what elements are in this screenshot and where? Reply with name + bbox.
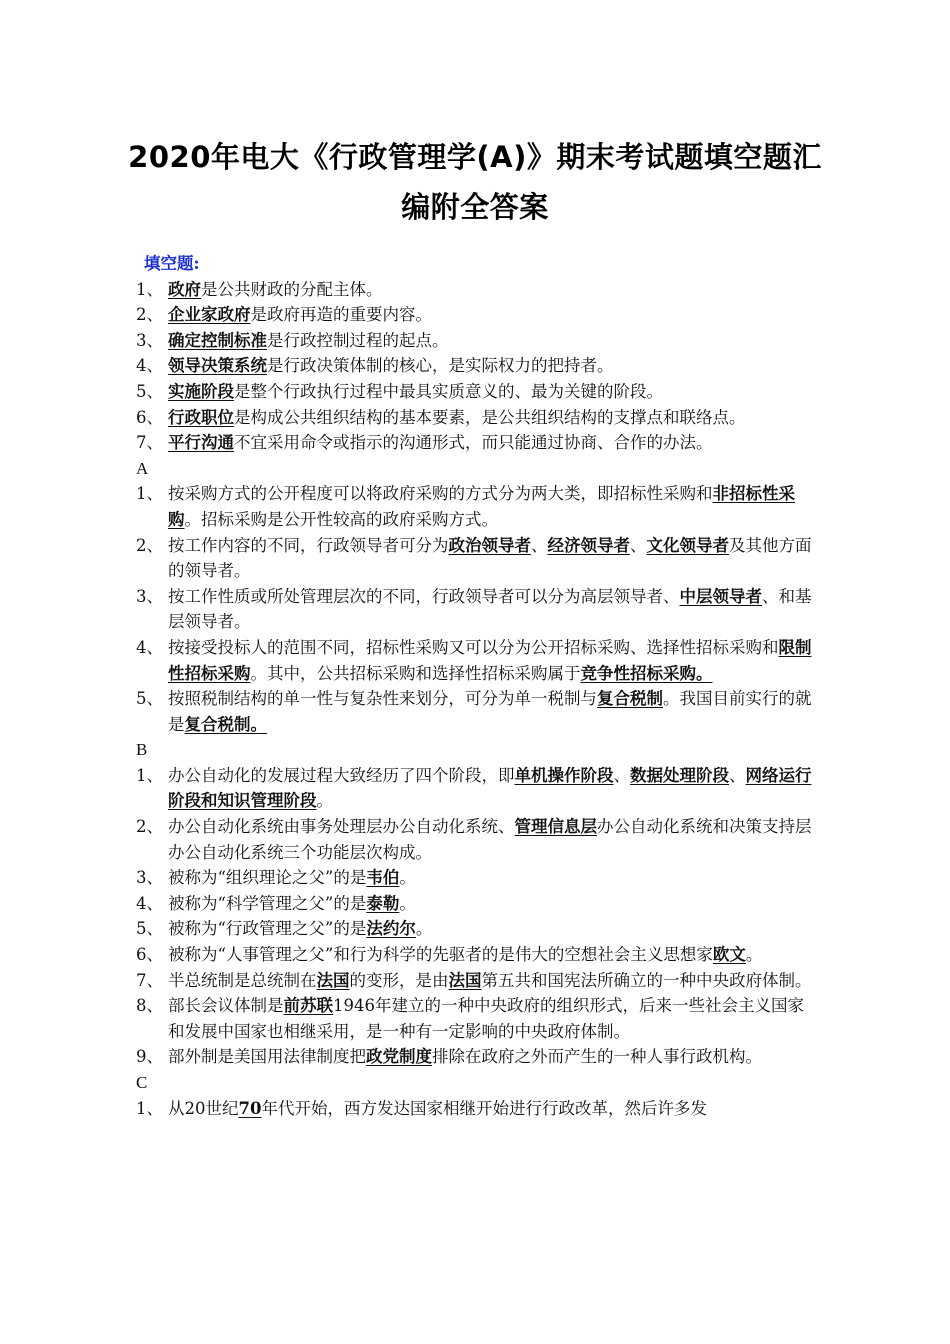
list-item (136, 635, 816, 686)
list-item (136, 1044, 816, 1070)
item-number: 4、 (136, 893, 163, 913)
list-item (136, 405, 816, 431)
item-number: 1、 (136, 1098, 163, 1118)
answer-text: 文化领导者 (646, 535, 729, 555)
item-text: 及其他方面的领导者。 (168, 535, 812, 581)
answer-text: 领导决策系统 (168, 356, 267, 376)
answer-text: 前苏联 (283, 996, 333, 1016)
item-text: 按工作性质或所处管理层次的不同，行政领导者可以分为高层领导者、 (168, 586, 680, 606)
answer-text: 企业家政府 (168, 305, 251, 325)
document-title-line1: 2020年电大《行政管理学(A)》期末考试题填空题汇 (128, 140, 822, 174)
item-number: 4、 (136, 637, 163, 657)
item-text: 被称为“人事管理之父”和行为科学的先驱者的是伟大的空想社会主义思想家 (168, 945, 713, 965)
list-item (136, 942, 816, 968)
answer-text: 欧文 (712, 945, 746, 965)
answer-text: 确定控制标准 (168, 330, 267, 350)
answer-text: 复合税制。 (184, 714, 267, 734)
item-text: 办公自动化的发展过程大致经历了四个阶段，即 (168, 765, 515, 785)
item-text: 按工作内容的不同，行政领导者可分为 (168, 535, 449, 555)
item-text: 、 (613, 765, 630, 785)
answer-text: 法国 (448, 970, 482, 990)
item-text: 按照税制结构的单一性与复杂性来划分，可分为单一税制与 (168, 689, 597, 709)
list-item (136, 379, 816, 405)
answer-text: 法国 (316, 970, 350, 990)
list-item (136, 763, 816, 814)
list-item (136, 328, 816, 354)
section-heading: 填空题: (144, 254, 200, 273)
list-item (136, 481, 816, 532)
list-item (136, 1096, 816, 1122)
item-number: 2、 (136, 817, 163, 837)
item-text: 。 (399, 868, 416, 888)
item-number: 5、 (136, 919, 163, 939)
item-number: 2、 (136, 305, 163, 325)
item-text: 是整个行政执行过程中最具实质意义的、最为关键的阶段。 (234, 381, 663, 401)
answer-text: 韦伯 (366, 868, 400, 888)
item-number: 6、 (136, 407, 163, 427)
item-text: 排除在政府之外而产生的一种人事行政机构。 (432, 1047, 762, 1067)
item-text: 不宜采用命令或指示的沟通形式，而只能通过协商、合作的办法。 (234, 433, 713, 453)
item-text: 、 (630, 535, 647, 555)
answer-text: 复合税制 (597, 689, 663, 709)
item-text: 按接受投标人的范围不同，招标性采购又可以分为公开招标采购、选择性招标采购和 (168, 637, 779, 657)
list-item (136, 865, 816, 891)
item-text: 是构成公共组织结构的基本要素，是公共组织结构的支撑点和联络点。 (234, 407, 746, 427)
item-text: 。 (415, 919, 433, 939)
list-item (136, 891, 816, 917)
answer-text: 政府 (168, 279, 201, 299)
item-number: 5、 (136, 689, 163, 709)
list-item (136, 686, 816, 737)
list-item (136, 302, 816, 328)
answer-text: 网络运行阶段和知识管理阶段 (168, 765, 812, 811)
item-text: 。招标采购是公开性较高的政府采购方式。 (184, 509, 498, 529)
item-text: 第五共和国宪法所确立的一种中央政府体制。 (481, 970, 812, 990)
intro-list (136, 277, 816, 456)
item-number: 1、 (136, 765, 163, 785)
item-text: 。 (316, 791, 333, 811)
answer-text: 非招标性采购 (168, 484, 795, 529)
answer-text: 单机操作阶段 (514, 765, 614, 785)
answer-text: 70 (238, 1098, 262, 1118)
item-number: 2、 (136, 535, 163, 555)
answer-text: 法约尔 (366, 919, 416, 939)
list-item (136, 533, 816, 584)
answer-text: 经济领导者 (547, 535, 630, 555)
item-number: 4、 (136, 356, 163, 376)
lettered-sections (136, 456, 816, 1121)
section-letter: B (136, 740, 148, 760)
item-text: 、和基层领导者。 (168, 586, 812, 632)
answer-text: 平行沟通 (168, 433, 234, 453)
document-title-line2: 编附全答案 (401, 190, 549, 224)
answer-text: 政党制度 (366, 1047, 432, 1067)
list-item (136, 916, 816, 942)
item-text: 是公共财政的分配主体。 (201, 279, 383, 299)
item-text: 、 (729, 765, 746, 785)
answer-text: 竞争性招标采购。 (580, 663, 713, 683)
answer-text: 管理信息层 (514, 817, 597, 837)
item-text: 是行政决策体制的核心，是实际权力的把持者。 (267, 356, 614, 376)
list-item (136, 993, 816, 1044)
answer-text: 泰勒 (366, 893, 400, 913)
answer-text: 中层领导者 (679, 586, 762, 606)
item-text: 部长会议体制是 (168, 996, 284, 1016)
item-text: 。其中，公共招标采购和选择性招标采购属于 (250, 663, 581, 683)
answer-text: 政治领导者 (448, 535, 531, 555)
item-number: 1、 (136, 484, 163, 504)
list-item (136, 353, 816, 379)
item-number: 8、 (136, 996, 163, 1016)
section-letter: C (136, 1073, 148, 1092)
item-text: 是行政控制过程的起点。 (267, 330, 449, 350)
item-number: 3、 (136, 586, 163, 606)
list-item (136, 584, 816, 635)
item-text: 的变形，是由 (349, 970, 449, 990)
item-text: 被称为“科学管理之父”的是 (168, 893, 367, 913)
answer-text: 实施阶段 (168, 381, 234, 401)
item-number: 3、 (136, 330, 163, 350)
item-text: 办公自动化系统由事务处理层办公自动化系统、 (168, 817, 515, 837)
answer-text: 数据处理阶段 (630, 765, 729, 785)
list-item (136, 430, 816, 456)
list-item (136, 277, 816, 303)
item-text: 半总统制是总统制在 (168, 970, 317, 990)
item-number: 7、 (136, 970, 163, 990)
item-text: 是政府再造的重要内容。 (250, 305, 432, 325)
item-number: 6、 (136, 945, 163, 965)
answer-text: 行政职位 (168, 407, 234, 427)
item-text: 。我国目前实行的就是 (168, 689, 812, 734)
item-text: 被称为“组织理论之父”的是 (168, 868, 367, 888)
item-number: 7、 (136, 433, 163, 453)
list-item (136, 814, 816, 865)
section-letter: A (136, 458, 149, 478)
item-number: 3、 (136, 868, 163, 888)
answer-text: 限制性招标采购 (168, 637, 812, 683)
item-text: 1946年建立的一种中央政府的组织形式，后来一些社会主义国家和发展中国家也相继采用，是一种有一定影响的中央政府体制。 (168, 996, 804, 1041)
item-text: 年代开始，西方发达国家相继开始进行行政改革，然后许多发 (261, 1098, 707, 1118)
item-text: 办公自动化系统和决策支持层办公自动化系统三个功能层次构成。 (168, 817, 812, 862)
item-text: 被称为“行政管理之父”的是 (168, 919, 367, 939)
list-item (136, 968, 816, 994)
item-number: 9、 (136, 1047, 163, 1067)
item-text: 。 (399, 893, 416, 913)
item-text: 按采购方式的公开程度可以将政府采购的方式分为两大类，即招标性采购和 (168, 484, 713, 504)
item-number: 1、 (136, 279, 163, 299)
item-text: 从20世纪 (168, 1098, 239, 1118)
item-number: 5、 (136, 381, 163, 401)
document-body (136, 251, 816, 1121)
item-text: 部外制是美国用法律制度把 (168, 1047, 366, 1067)
item-text: 、 (531, 535, 548, 555)
item-text: 。 (745, 945, 763, 965)
